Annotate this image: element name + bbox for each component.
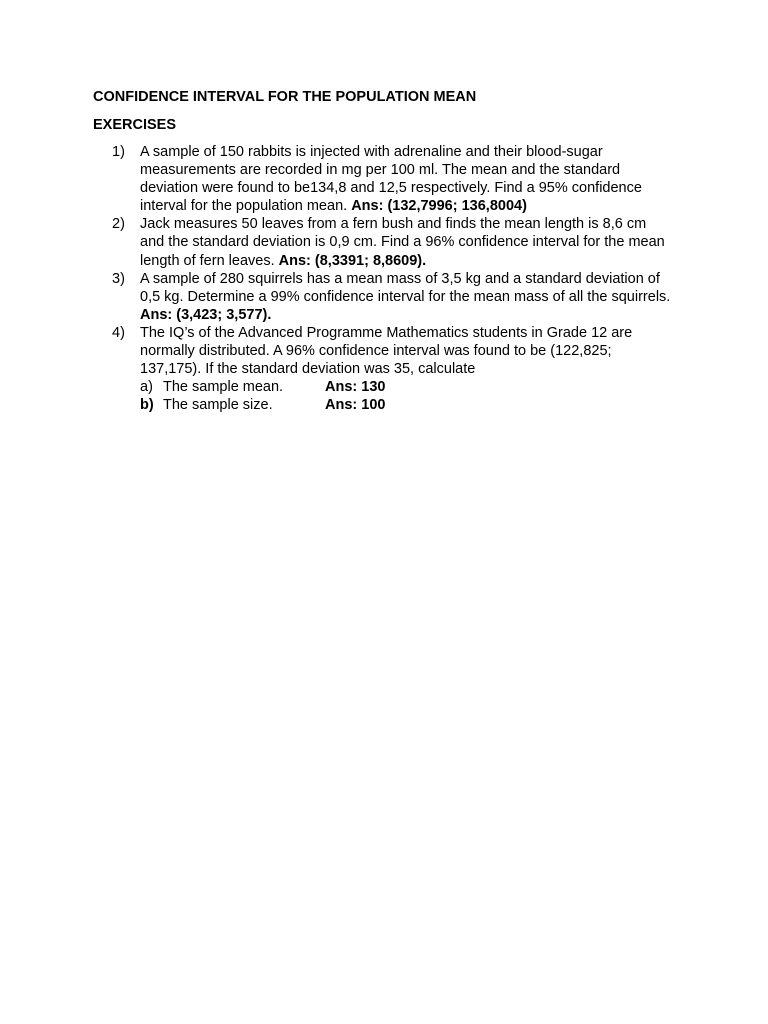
exercise-part-a: [140, 378, 672, 396]
exercise-number: 3): [112, 270, 125, 287]
part-text: The sample size.: [163, 397, 273, 414]
exercise-answer: Ans: (3,423; 3,577).: [140, 306, 272, 323]
section-heading: EXERCISES: [93, 117, 176, 133]
exercise-body: [140, 270, 672, 324]
exercise-number: 2): [112, 216, 125, 233]
exercise-item-1: [112, 143, 672, 215]
exercise-body: [140, 143, 672, 215]
exercise-text: A sample of 280 squirrels has a mean mass of 3,5 kg and a standard deviation of 0,5 kg. Determine a 99% confidence interval for the mean mass of all the squirrels.: [140, 270, 671, 305]
exercise-number: 4): [112, 324, 125, 341]
exercise-body: [140, 324, 672, 414]
exercise-text: Jack measures 50 leaves from a fern bush and finds the mean length is 8,6 cm and the standard deviation is 0,9 cm. Find a 96% confidence interval for the mean length of fern leaves.: [140, 216, 665, 269]
document-title: CONFIDENCE INTERVAL FOR THE POPULATION MEAN: [93, 89, 477, 105]
exercise-answer: Ans: (8,3391; 8,8609).: [278, 252, 427, 269]
exercise-item-3: [112, 270, 672, 324]
part-text: The sample mean.: [163, 379, 284, 396]
exercise-body: [140, 215, 672, 269]
exercise-answer: Ans: (132,7996; 136,8004): [351, 198, 527, 215]
part-answer: Ans: 100: [325, 397, 386, 414]
part-answer: Ans: 130: [325, 379, 386, 396]
exercise-item-2: [112, 215, 672, 269]
exercise-text: A sample of 150 rabbits is injected with adrenaline and their blood-sugar measurements are recorded in mg per 100 ml. The mean and the standard deviation were found to be134,8 and 12,5 respectively. Find a 95% confidence interval for the population mean.: [140, 144, 642, 215]
exercise-text: The IQ’s of the Advanced Programme Mathematics students in Grade 12 are normally distributed. A 96% confidence interval was found to be (122,825; 137,175). If the standard deviation was 35, calculate: [140, 324, 633, 378]
exercise-item-4: [112, 324, 672, 414]
part-letter: a): [140, 379, 153, 396]
exercise-part-b: [140, 396, 672, 414]
exercise-list: [112, 143, 672, 414]
part-letter: b): [140, 397, 154, 414]
exercise-number: 1): [112, 144, 125, 160]
